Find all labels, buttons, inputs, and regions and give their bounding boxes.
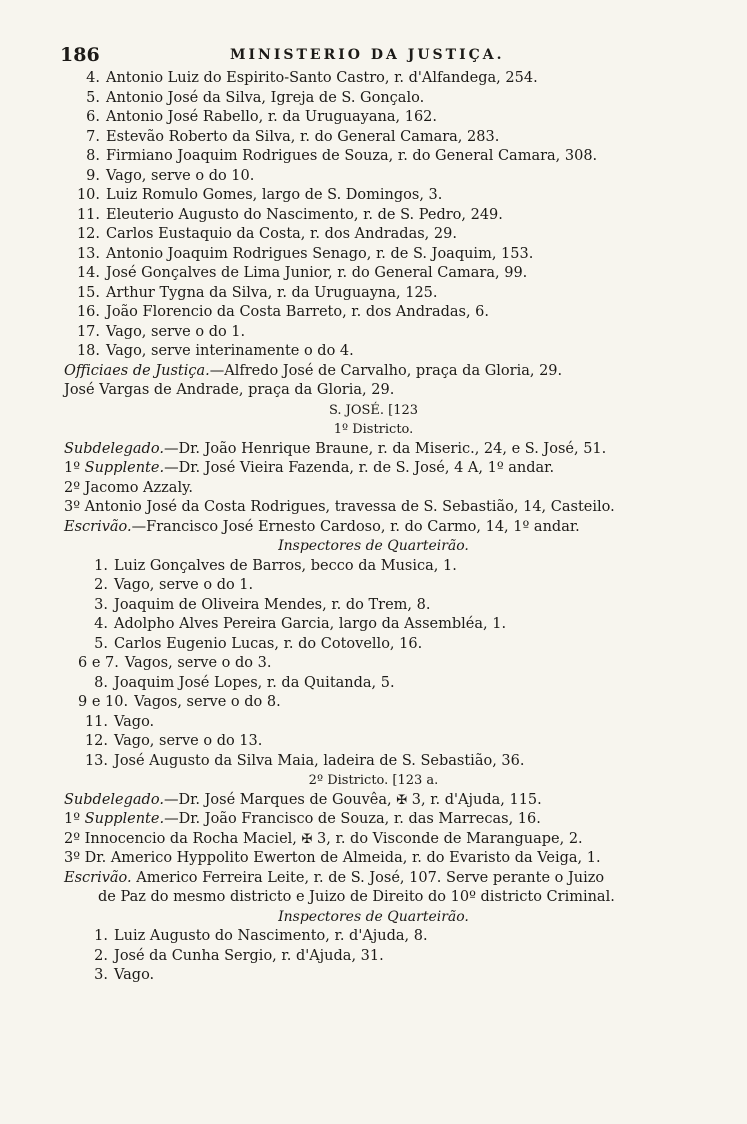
officiaes-line: Officiaes de Justiça.—Alfredo José de Carvalho, praça da Gloria, 29. [64, 362, 563, 379]
list-item: 17. Vago, serve o do 1. [76, 323, 246, 340]
list-item: 4. Adolpho Alves Pereira Garcia, largo da Assembléa, 1. [94, 616, 507, 632]
district-title: 2º Districto. [123 a. [308, 773, 439, 788]
list-item: 5. Carlos Eugenio Lucas, r. do Cotovello, 16. [94, 635, 423, 652]
running-title: MINISTERIO DA JUSTIÇA. [230, 47, 505, 63]
list-item: 18. Vago, serve interinamente o do 4. [76, 343, 354, 359]
list-item: 8. Joaquim José Lopes, r. da Quitanda, 5. [94, 674, 395, 691]
order-cross-icon: ✠ [396, 792, 408, 808]
inspectores-title: Inspectores de Quarteirão. [278, 908, 469, 925]
list-item: 9. Vago, serve o do 10. [86, 167, 255, 184]
list-item: 12. Carlos Eustaquio da Costa, r. dos Andradas, 29. [76, 226, 457, 242]
supplente-line: 1º Supplente.—Dr. José Vieira Fazenda, r. de S. José, 4 A, 1º andar. [64, 460, 555, 476]
list-item: 1. Luiz Augusto do Nascimento, r. d'Ajuda, 8. [94, 928, 428, 944]
list-item: 6 e 7. Vagos, serve o do 3. [78, 655, 272, 671]
list-item: 8. Firmiano Joaquim Rodrigues de Souza, r. do General Camara, 308. [86, 148, 598, 164]
list-item: 11. Eleuterio Augusto do Nascimento, r. de S. Pedro, 249. [76, 206, 503, 223]
district-title: 1º Districto. [333, 422, 414, 437]
section-heading: S. JOSÉ. [123 [328, 402, 419, 418]
list-item: 2. José da Cunha Sergio, r. d'Ajuda, 31. [94, 947, 384, 964]
page-content [0, 69, 747, 986]
list-item: 4. Antonio Luiz do Espirito-Santo Castro, r. d'Alfandega, 254. [86, 70, 538, 86]
list-item: 10. Luiz Romulo Gomes, largo de S. Domingos, 3. [76, 187, 443, 203]
order-cross-icon: ✠ [301, 831, 313, 847]
list-item: 13. Antonio Joaquim Rodrigues Senago, r. de S. Joaquim, 153. [76, 245, 534, 262]
list-item: 14. José Gonçalves de Lima Junior, r. do General Camara, 99. [76, 265, 528, 281]
supplente-line: 1º Supplente.—Dr. João Francisco de Souza, r. das Marrecas, 16. [64, 811, 541, 827]
list-item: 13. José Augusto da Silva Maia, ladeira de S. Sebastião, 36. [84, 752, 525, 769]
list-item: 15. Arthur Tygna da Silva, r. da Uruguayna, 125. [76, 284, 438, 301]
list-item: 7. Estevão Roberto da Silva, r. do General Camara, 283. [86, 128, 500, 145]
supplente-line: 3º Dr. Americo Hyppolito Ewerton de Almeida, r. do Evaristo da Veiga, 1. [64, 850, 601, 866]
list-item: 6. Antonio José Rabello, r. da Uruguayana, 162. [86, 109, 438, 125]
supplente-line: 2º Innocencio da Rocha Maciel, ✠ 3, r. do Visconde de Maranguape, 2. [64, 830, 583, 847]
page-number: 186 [60, 44, 100, 66]
list-item: 9 e 10. Vagos, serve o do 8. [78, 694, 281, 710]
supplente-line: 2º Jacomo Azzaly. [64, 479, 193, 496]
escrivao-continuation: de Paz do mesmo districto e Juizo de Direito do 10º districto Criminal. [98, 889, 615, 905]
list-item: 5. Antonio José da Silva, Igreja de S. Gonçalo. [86, 89, 425, 106]
escrivao-line: Escrivão.—Francisco José Ernesto Cardoso, r. do Carmo, 14, 1º andar. [64, 518, 580, 535]
escrivao-line: Escrivão. Americo Ferreira Leite, r. de S. José, 107. Serve perante o Juizo [64, 869, 605, 886]
officiaes-line-2: José Vargas de Andrade, praça da Gloria, 29. [64, 382, 395, 398]
subdelegado-line: Subdelegado.—Dr. José Marques de Gouvêa, ✠ 3, r. d'Ajuda, 115. [64, 791, 542, 808]
list-item: 1. Luiz Gonçalves de Barros, becco da Musica, 1. [94, 557, 457, 574]
subdelegado-line: Subdelegado.—Dr. João Henrique Braune, r. da Miseric., 24, e S. José, 51. [64, 440, 607, 457]
list-item: 2. Vago, serve o do 1. [94, 577, 254, 593]
list-item: 12. Vago, serve o do 13. [84, 733, 263, 749]
inspectores-title: Inspectores de Quarteirão. [278, 538, 469, 554]
page-header [60, 44, 720, 68]
list-item: 3. Vago. [94, 967, 155, 983]
list-item: 3. Joaquim de Oliveira Mendes, r. do Trem, 8. [94, 596, 431, 613]
supplente-line: 3º Antonio José da Costa Rodrigues, travessa de S. Sebastião, 14, Casteilo. [64, 499, 615, 515]
list-item: 11. Vago. [84, 713, 155, 730]
list-item: 16. João Florencio da Costa Barreto, r. dos Andradas, 6. [76, 304, 490, 320]
